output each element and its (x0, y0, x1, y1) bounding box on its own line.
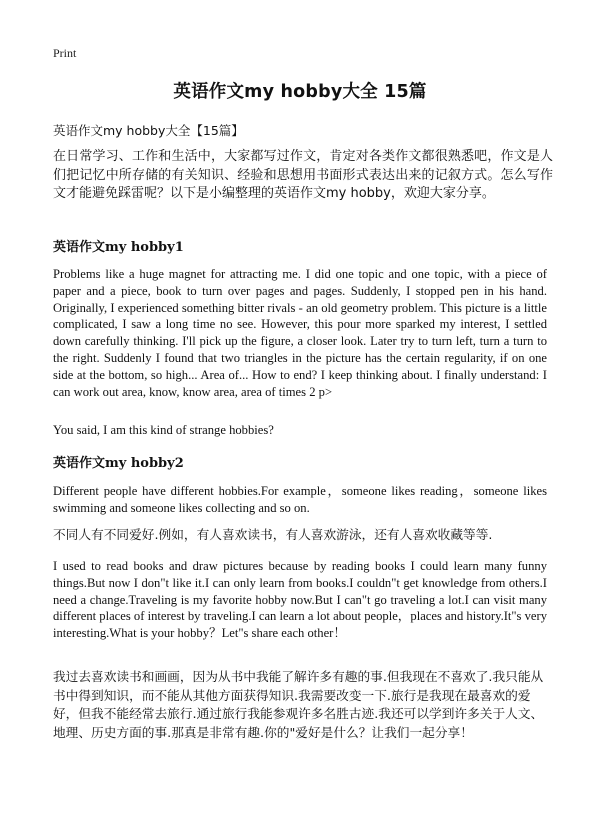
intro-paragraph: 在日常学习、工作和生活中，大家都写过作文，肯定对各类作文都很熟悉吧，作文是人们把记忆中所存储的有关知识、经验和思想用书面形式表达出来的记叙方式。怎么写作文才能避免踩雷呢？以下是小编整理的英语作文my hobby，欢迎大家分享。 (53, 149, 553, 201)
page-subtitle: 英语作文my hobby大全【15篇】 (53, 123, 244, 138)
essay-2-paragraph-3: I used to read books and draw pictures because by reading books I could learn many funny things.But now I don"t like it.I can only learn from books.I couldn"t get knowledge from others.I need a change.Traveling is my favorite hobby now.But I can"t go traveling a lot.I can visit many different places of interest by traveling.I can learn a lot about people，places and history.It"s very interesting.What is your hobby？Let"s share each other！ (53, 559, 547, 641)
essay-1-heading: 英语作文my hobby1 (53, 240, 184, 255)
essay-2-paragraph-4: 我过去喜欢读书和画画，因为从书中我能了解许多有趣的事.但我现在不喜欢了.我只能从书中得到知识，而不能从其他方面获得知识.我需要改变一下.旅行是我现在最喜欢的爱好，但我不能经常去旅行.通过旅行我能参观许多名胜古迹.我还可以学到许多关于人文、地理、历史方面的事.那真是非常有趣.你的"爱好是什么？让我们一起分享！ (53, 669, 544, 740)
print-link[interactable]: Print (53, 46, 77, 60)
essay-1-paragraph-1: Problems like a huge magnet for attracting me. I did one topic and one topic, with a piece of paper and a piece, book to turn over pages and pages. Suddenly, I stopped pen in his hand. Originally, I experienced something bitter rivals - an old geometry problem. This picture is a little complicated, I saw a long time no see. However, this pour more sparked my interest, I settled down carefully thinking. I'll pick up the figure, a closer look. Later try to turn left, turn a turn to the right. Suddenly I found that two triangles in the picture has the certain regularity, if on one side at the bottom, so high... Area of... How to end? I keep thinking about. I finally understand: I can work out area, know, know area, area of times 2 p> (53, 267, 547, 399)
essay-2-heading: 英语作文my hobby2 (53, 456, 184, 471)
essay-1-paragraph-2: You said, I am this kind of strange hobbies? (53, 423, 274, 437)
page-title: 英语作文my hobby大全 15篇 (173, 82, 427, 102)
essay-2-paragraph-2: 不同人有不同爱好.例如，有人喜欢读书，有人喜欢游泳，还有人喜欢收藏等等. (53, 527, 493, 542)
essay-2-paragraph-1: Different people have different hobbies.For example，someone likes reading，someone likes swimming and someone likes collecting and so on. (53, 484, 547, 515)
